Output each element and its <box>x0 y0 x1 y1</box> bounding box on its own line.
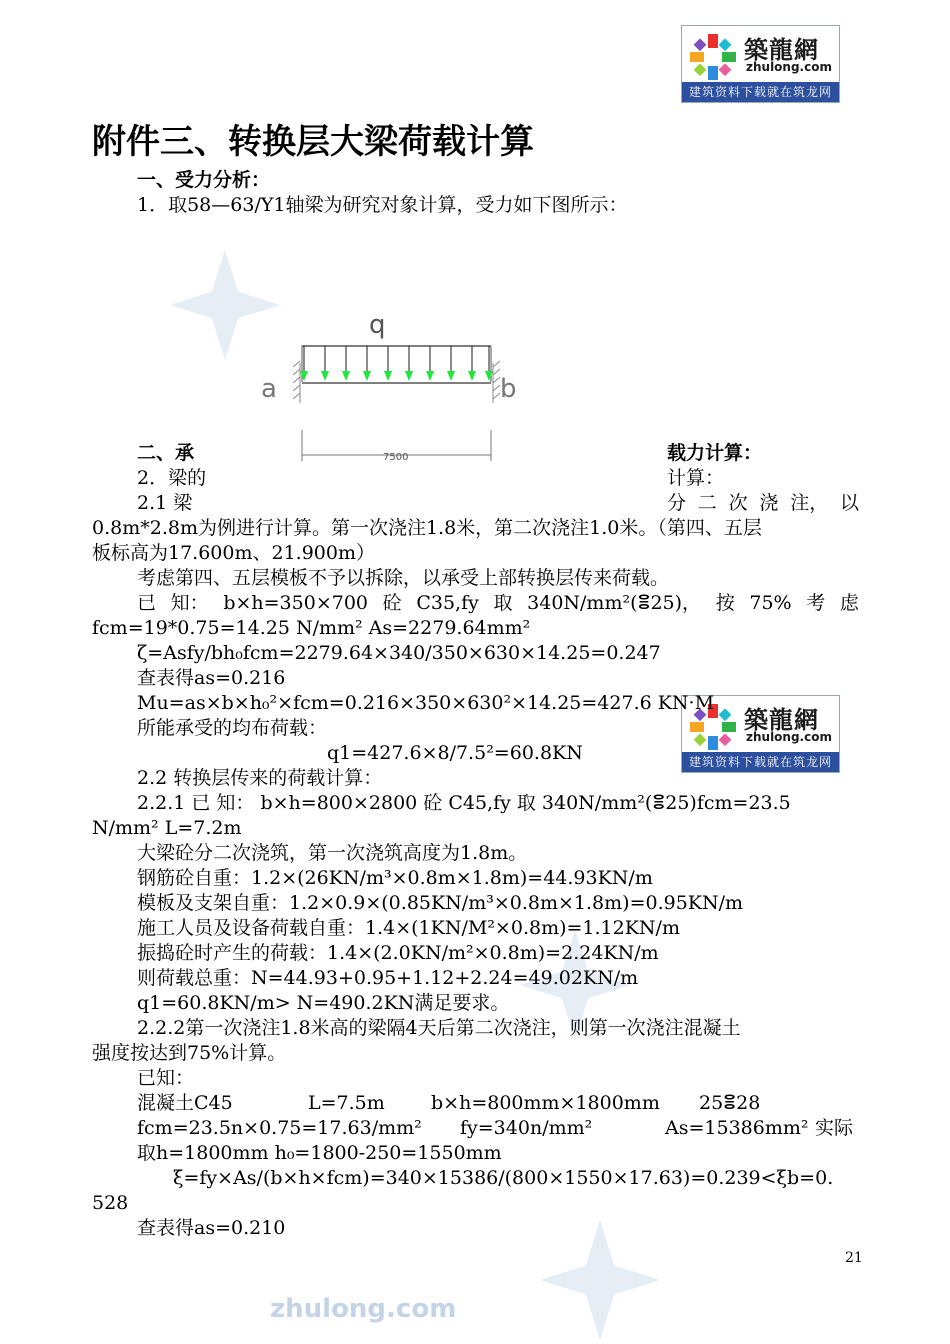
section2-heading-left: 二、承 <box>137 442 195 464</box>
zhulong-logo <box>681 25 840 103</box>
section2-line24: 2.2.2第一次浇注1.8米高的梁隔4天后第二次浇注，则第一次浇注混凝土 <box>137 1017 741 1039</box>
watermark-text: zhulong.com <box>270 1294 457 1324</box>
section2-line13: q1=427.6×8/7.5²=60.8KN <box>327 742 583 764</box>
section2-line15: 2.2.1 已 知： b×h=800×2800 砼 C45,fy 取 340N/mm²(ⴻ25)fcm=23.5 <box>137 792 791 814</box>
load-arrows <box>300 346 493 381</box>
section2-line10: 查表得as=0.216 <box>137 667 286 689</box>
section2-line2-left: 2．梁的 <box>137 467 207 489</box>
section2-line28c: As=15386mm² <box>665 1117 809 1139</box>
section2-line9: ζ=Asfy/bh₀fcm=2279.64×340/350×630×14.25=0.247 <box>137 642 661 664</box>
section2-line27a: 混凝土C45 <box>137 1092 233 1114</box>
section2-line26: 已知： <box>137 1067 195 1089</box>
section2-line28d: 实际 <box>815 1117 854 1139</box>
section2-line22: 则荷载总重：N=44.93+0.95+1.12+2.24=49.02KN/m <box>137 967 639 989</box>
section2-line27c: b×h=800mm×1800mm <box>431 1092 660 1114</box>
logo-name: 築龍網 <box>744 36 819 64</box>
section2-line2-right: 计算： <box>667 467 725 489</box>
beam-diagram <box>255 305 525 465</box>
section2-line20: 施工人员及设备荷载自重：1.4×(1KN/M²×0.8m)=1.12KN/m <box>137 917 680 939</box>
zhulong-flower-icon <box>688 32 738 82</box>
section2-line27d: 25ⴻ28 <box>699 1092 761 1114</box>
section1-line1: 1．取58—63/Y1轴梁为研究对象计算，受力如下图所示： <box>137 194 628 216</box>
page-title: 附件三、转换层大梁荷载计算 <box>92 122 534 162</box>
section1-heading: 一、受力分析： <box>137 169 271 191</box>
section2-line3-left: 2.1 梁 <box>137 492 193 514</box>
section2-line28b: fy=340n/mm² <box>460 1117 593 1139</box>
support-b-label: b <box>500 374 517 404</box>
section2-line23: q1=60.8KN/m> N=490.2KN满足要求。 <box>137 992 510 1014</box>
logo-name: 築龍網 <box>744 706 819 734</box>
logo-slogan: 建筑资料下载就在筑龙网 <box>682 752 839 772</box>
span-label: 7500 <box>383 452 409 463</box>
section2-line11: Mu=as×b×h₀²×fcm=0.216×350×630²×14.25=427.6 KN·M <box>137 692 715 714</box>
page-number: 21 <box>845 1250 863 1266</box>
section2-line8: fcm=19*0.75=14.25 N/mm² As=2279.64mm² <box>92 617 531 639</box>
section2-line3-right: 分 二 次 浇 注， 以 <box>667 492 859 514</box>
section2-line7: 已 知： b×h=350×700 砼 C35,fy 取 340N/mm²(ⴻ25)， 按 75% 考 虑 <box>137 592 859 614</box>
section2-line31: 528 <box>92 1192 129 1214</box>
watermark-logo-icon <box>540 1220 660 1340</box>
section2-line21: 振捣砼时产生的荷载：1.4×(2.0KN/m²×0.8m)=2.24KN/m <box>137 942 659 964</box>
logo-domain: zhulong.com <box>746 60 832 74</box>
section2-line28a: fcm=23.5n×0.75=17.63/mm² <box>137 1117 422 1139</box>
section2-line30: ξ=fy×As/(b×h×fcm)=340×15386/(800×1550×17.63)=0.239<ξb=0. <box>173 1167 834 1189</box>
section2-line17: 大梁砼分二次浇筑，第一次浇筑高度为1.8m。 <box>137 842 528 864</box>
section2-line27b: L=7.5m <box>308 1092 385 1114</box>
section2-line5: 板标高为17.600m、21.900m） <box>92 542 375 564</box>
section2-line16: N/mm² L=7.2m <box>92 817 242 839</box>
section2-line14: 2.2 转换层传来的荷载计算： <box>137 767 383 789</box>
section2-line12: 所能承受的均布荷载： <box>137 717 328 739</box>
load-label: q <box>369 310 386 340</box>
section2-heading-right: 载力计算： <box>667 442 763 464</box>
logo-domain: zhulong.com <box>746 730 832 744</box>
section2-line32: 查表得as=0.210 <box>137 1217 286 1239</box>
logo-slogan: 建筑资料下载就在筑龙网 <box>682 82 839 102</box>
section2-line6: 考虑第四、五层模板不予以拆除，以承受上部转换层传来荷载。 <box>137 567 670 589</box>
section2-line18: 钢筋砼自重：1.2×(26KN/m³×0.8m×1.8m)=44.93KN/m <box>137 867 653 889</box>
section2-line25: 强度按达到75%计算。 <box>92 1042 287 1064</box>
support-a-label: a <box>261 374 277 404</box>
section2-line4: 0.8m*2.8m为例进行计算。第一次浇注1.8米，第二次浇注1.0米。（第四、五层 <box>92 517 762 539</box>
section2-line29: 取h=1800mm h₀=1800-250=1550mm <box>137 1142 502 1164</box>
section2-line19: 模板及支架自重：1.2×0.9×(0.85KN/m³×0.8m×1.8m)=0.95KN/m <box>137 892 744 914</box>
